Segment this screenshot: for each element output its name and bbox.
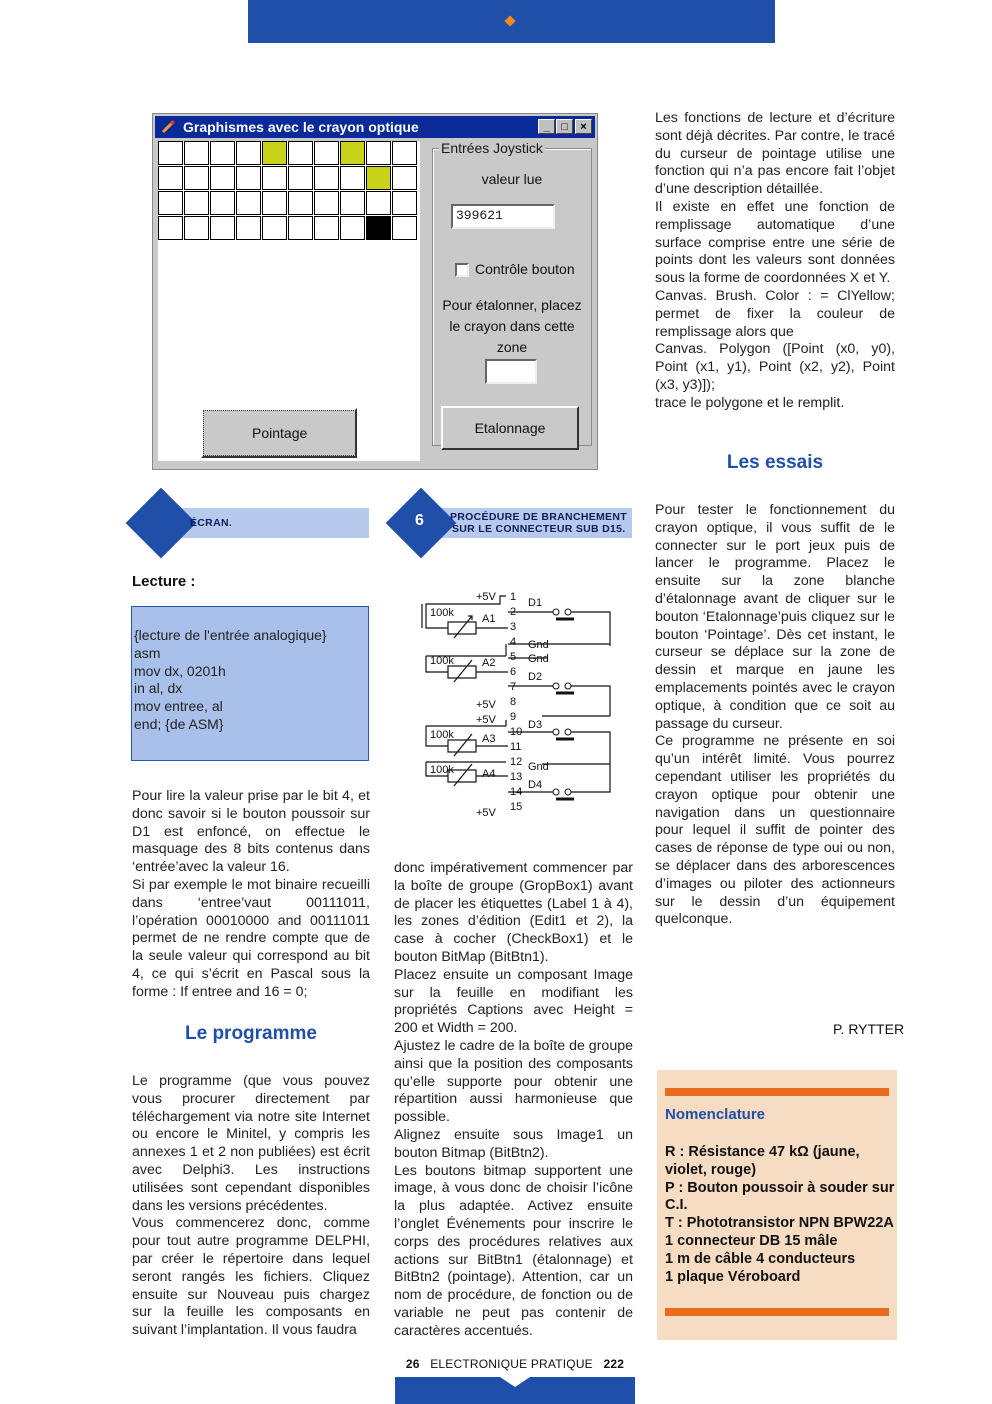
essais-heading: Les essais (726, 452, 824, 473)
left-text-1 (132, 788, 370, 1002)
code-line: asm (134, 644, 161, 661)
issue-number: 222 (603, 1357, 625, 1371)
nomenclature-bottom-bar (665, 1308, 889, 1316)
pin-number: 7 (510, 681, 517, 693)
grid-cell[interactable] (262, 216, 287, 240)
pin-number: 9 (510, 711, 517, 723)
grid-cell[interactable] (184, 141, 209, 165)
grid-cell[interactable] (184, 166, 209, 190)
code-line: {lecture de l'entrée analogique} (134, 627, 327, 643)
grid-cell[interactable] (158, 216, 183, 240)
label-a1: A1 (482, 613, 496, 625)
etalonnage-button[interactable]: Etalonnage (441, 406, 579, 450)
minimize-button[interactable]: _ (538, 119, 555, 134)
calib-line: le crayon dans cette (449, 318, 575, 334)
grid-cell[interactable] (366, 191, 391, 215)
calibration-text (433, 295, 591, 358)
pin-number: 13 (510, 771, 523, 783)
label-r3: 100k (430, 729, 454, 741)
pin-number: 4 (510, 636, 517, 648)
maximize-button[interactable]: □ (556, 119, 573, 134)
code-line: mov dx, 0201h (134, 662, 226, 679)
list-item: P : Bouton poussoir à souder sur C.I. (665, 1179, 895, 1214)
label-a4: A4 (482, 768, 496, 780)
author-signature: P. RYTTER (833, 1021, 905, 1037)
proc-caption-line2: SUR LE CONNECTEUR SUB D15. (452, 523, 626, 535)
top-banner (248, 0, 775, 43)
grid-cell[interactable] (236, 216, 261, 240)
programme-heading: Le programme (185, 1023, 317, 1044)
label-d2: D2 (528, 671, 543, 683)
grid-cell[interactable] (288, 166, 313, 190)
grid-cell[interactable] (392, 191, 417, 215)
app-window (152, 113, 598, 470)
pointage-button-label: Pointage (203, 410, 356, 456)
paragraph: Les fonctions de lecture et d’écriture sont déjà décrites. Par contre, le tracé du curseur de pointage utilise une fonction qui n’a pas encore fait l’objet d’une description détaillée. (655, 110, 895, 198)
grid-cell[interactable] (236, 166, 261, 190)
label-r1: 100k (430, 607, 454, 619)
label-p15: +5V (476, 807, 496, 819)
lecture-title: Lecture : (132, 573, 196, 590)
paragraph: donc impérativement commencer par la boîte de groupe (GropBox1) avant de placer les étiquettes (Label 1 à 4), les zones d’édition (Edit1 et 2), la case à cocher (CheckBox1) et le bouton BitMap (BitBtn1). (394, 860, 633, 965)
footer-notch-icon (500, 1377, 530, 1387)
paragraph: Les boutons bitmap supportent une image, à vous donc de choisir l’icône la plus adaptée. Activez ensuite l’onglet Événements pour inscrire le corps des procédures relatives aux actions sur BitBtn1 (étalonnage) et BitBtn2 (pointage). Attention, car un nom de procédure, de fonction ou de variable ne peut pas contenir de caractères accentués. (394, 1162, 633, 1339)
grid-cell[interactable] (288, 216, 313, 240)
code-line: in al, dx (134, 680, 183, 697)
right-text-top (655, 110, 895, 413)
db15-schematic (418, 586, 618, 821)
grid-cell[interactable] (210, 191, 235, 215)
grid-cell[interactable] (210, 141, 235, 165)
right-text-essais (655, 502, 895, 929)
label-p8: +5V (476, 699, 496, 711)
pin-number: 15 (510, 801, 523, 813)
grid-cell[interactable] (340, 191, 365, 215)
valeur-label: valeur lue (481, 171, 543, 187)
grid-cell[interactable] (288, 191, 313, 215)
grid-cell[interactable] (366, 216, 391, 240)
pin-number: 14 (510, 786, 523, 798)
calib-line: zone (496, 339, 528, 355)
pin-number: 1 (510, 591, 517, 603)
calib-line: Pour étalonner, placez (442, 297, 582, 313)
grid-cell[interactable] (262, 166, 287, 190)
page-footer (395, 1357, 635, 1404)
label-gnd12: Gnd (528, 761, 549, 773)
paragraph: Canvas. Polygon ([Point (x0, y0), Point (x1, y1), Point (x2, y2), Point (x3, y3)]); (655, 341, 895, 393)
ecran-caption: ÉCRAN. (190, 517, 233, 529)
paragraph: Il existe en effet une fonction de remplissage automatique d’une surface comprise entre une série de points dont les valeurs sont données sous la forme de coordonnées X et Y. (655, 198, 895, 287)
pin-number: 5 (510, 651, 517, 663)
list-item: 1 plaque Véroboard (665, 1268, 801, 1285)
controle-label: Contrôle bouton (475, 261, 575, 277)
switch-contacts (553, 609, 571, 795)
page-number: 26 (405, 1357, 420, 1371)
label-a3: A3 (482, 733, 496, 745)
pin-number: 8 (510, 696, 517, 708)
grid-cell[interactable] (314, 216, 339, 240)
grid-cell[interactable] (158, 141, 183, 165)
list-item: 1 m de câble 4 conducteurs (665, 1250, 856, 1267)
groupbox-title: Entrées Joystick (441, 140, 543, 156)
close-button[interactable]: × (575, 119, 592, 134)
grid-cell[interactable] (392, 141, 417, 165)
grid-cell[interactable] (210, 216, 235, 240)
pin-number: 12 (510, 756, 523, 768)
ecran-caption-diamond-icon (126, 488, 197, 559)
nomenclature-title: Nomenclature (665, 1106, 766, 1123)
pin-number: 2 (510, 606, 517, 618)
grid-cell[interactable] (288, 141, 313, 165)
grid-cell[interactable] (262, 191, 287, 215)
grid-cell[interactable] (314, 141, 339, 165)
grid-cell[interactable] (366, 141, 391, 165)
list-item: T : Phototransistor NPN BPW22A (665, 1215, 894, 1232)
paragraph: Placez ensuite un composant Image sur la feuille en modifiant les propriétés Captions avec Height = 200 et Width = 200. (394, 966, 633, 1037)
figure-number: 6 (415, 512, 424, 529)
list-item: 1 connecteur DB 15 mâle (665, 1232, 838, 1249)
paragraph: Ce programme ne présente en soi qu’un intérêt limité. Vous pourrez cependant utiliser les propriétés du crayon optique pour obtenir une navigation dans un questionnaire pour lequel il suffit de pointer des cases de réponse de type oui ou non, se déplacer dans des arborescences d’images ou piloter des actionneurs sur le dessin d’un équipement quelconque. (655, 733, 895, 928)
grid-cell[interactable] (236, 191, 261, 215)
paragraph: Alignez ensuite sous Image1 un bouton Bitmap (BitBtn2). (394, 1126, 633, 1161)
code-line: end; {de ASM} (134, 715, 224, 732)
pin-number: 6 (510, 666, 517, 678)
label-a2: A2 (482, 657, 496, 669)
grid-cell[interactable] (236, 141, 261, 165)
code-listing (131, 606, 369, 761)
label-gnd4: Gnd (528, 639, 549, 651)
grid-cell[interactable] (158, 166, 183, 190)
grid-cell[interactable] (158, 191, 183, 215)
paragraph: Canvas. Brush. Color : = ClYellow; permet de fixer la couleur de remplissage alors que (655, 287, 895, 340)
controle-checkbox[interactable] (455, 263, 469, 277)
pen-icon (161, 120, 175, 134)
footer-text (395, 1357, 635, 1371)
left-text-2 (132, 1073, 370, 1340)
pin-number: 3 (510, 621, 517, 633)
grid-cell[interactable] (366, 166, 391, 190)
grid-cell[interactable] (392, 166, 417, 190)
window-titlebar (155, 116, 595, 138)
grid-cell[interactable] (340, 166, 365, 190)
proc-caption-line1: PROCÉDURE DE BRANCHEMENT (450, 511, 627, 523)
grid-cell[interactable] (210, 166, 235, 190)
grid-cell[interactable] (340, 216, 365, 240)
paragraph: Vous commencerez donc, comme pour tout autre programme DELPHI, par créer le répertoire dans lequel seront rangés les fichiers. Cliquez ensuite sur Nouveau puis chargez sur la feuille les composants en suivant l’implantation. Il vous faudra (132, 1215, 370, 1339)
paragraph: Si par exemple le mot binaire recueilli dans ‘entree’vaut 00111011, l’opération 00010000 and 00111011 permet de ne rendre compte que de la seule valeur qui correspond au bit 4, ce qui s’écrit en Pascal sous la forme : If entree and 16 = 0; (132, 876, 370, 1000)
middle-text (394, 860, 633, 1341)
label-d3: D3 (528, 719, 543, 731)
label-p1: +5V (476, 591, 496, 603)
banner-diamond-icon (504, 15, 515, 26)
paragraph: Le programme (que vous pouvez vous procurer directement par téléchargement via notre site Internet ou encore le Minitel, y compris les annexes 1 et 2 non publiées) est écrit avec Delphi3. Les instructions utilisées sont cependant disponibles dans les versions précédentes. (132, 1073, 370, 1214)
label-p9: +5V (476, 714, 496, 726)
pin-number: 10 (510, 726, 523, 738)
window-title: Graphismes avec le crayon optique (183, 119, 419, 135)
label-r2: 100k (430, 655, 454, 667)
paragraph: Pour lire la valeur prise par le bit 4, et donc savoir si le bouton poussoir sur D1 est enfoncé, on effectue le masquage des 8 bits contenus dans ‘entrée’avec la valeur 16. (132, 788, 370, 876)
label-d4: D4 (528, 779, 543, 791)
label-d1: D1 (528, 597, 543, 609)
joystick-groupbox (432, 140, 592, 446)
valeur-field[interactable]: 399621 (451, 204, 555, 229)
grid-cell[interactable] (314, 166, 339, 190)
magazine-name: ELECTRONIQUE PRATIQUE (430, 1357, 593, 1371)
paragraph: Pour tester le fonctionnement du crayon optique, il vous suffit de le connecter sur le port jeux puis de lancer le programme. Placez le ensuite sur la zone blanche d’étalonnage avant de cliquer sur le bouton ‘Etalonnage’puis cliquez sur le bouton ‘Pointage’. Dès cet instant, le curseur se déplace sur la zone de dessin et marque en jaune les emplacements pointés avec le crayon optique, à condition que ce soit au passage du curseur. (655, 502, 895, 732)
calibration-zone[interactable] (485, 359, 537, 384)
nomenclature-box (657, 1070, 897, 1340)
paragraph: trace le polygone et le remplit. (655, 394, 845, 411)
grid-cell[interactable] (340, 141, 365, 165)
grid-cell[interactable] (184, 216, 209, 240)
code-line: mov entree, al (134, 698, 223, 715)
label-r4: 100k (430, 764, 454, 776)
pin-number: 11 (510, 741, 522, 753)
list-item: R : Résistance 47 kΩ (jaune, violet, rouge) (665, 1144, 860, 1178)
grid-cell[interactable] (262, 141, 287, 165)
label-gnd5: Gnd (528, 653, 549, 665)
nomenclature-top-bar (665, 1088, 889, 1096)
grid-cell[interactable] (314, 191, 339, 215)
pin-numbers (510, 591, 522, 813)
nomenclature-list (665, 1144, 895, 1286)
grid-cell[interactable] (392, 216, 417, 240)
paragraph: Ajustez le cadre de la boîte de groupe ainsi que la position des composants qu’elle supporte pour obtenir une répartition aussi harmonieuse que possible. (394, 1037, 633, 1126)
pointage-button[interactable] (201, 408, 357, 458)
grid-cell[interactable] (184, 191, 209, 215)
